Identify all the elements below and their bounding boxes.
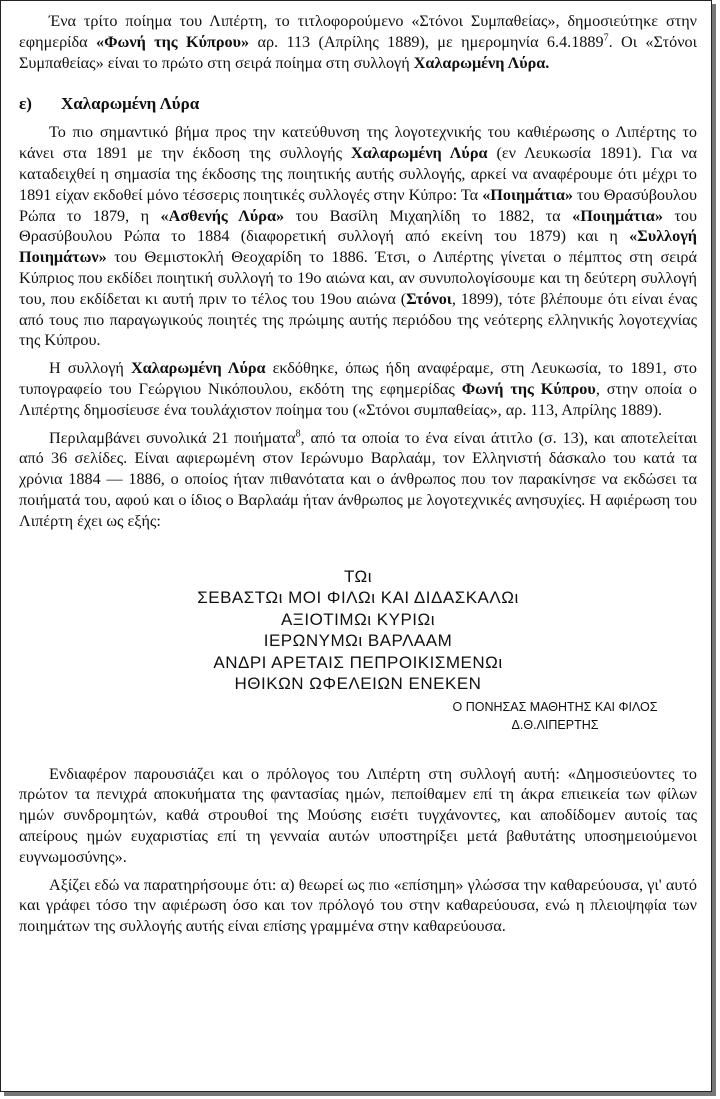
bold-text: «Φωνή της Κύπρου» bbox=[96, 32, 250, 51]
dedication-line: ΑΝΔΡΙ ΑΡΕΤΑΙΣ ΠΕΠΡΟΙΚΙΣΜΕΝΩι bbox=[213, 652, 503, 672]
bold-text: «Ασθενής Λύρα» bbox=[160, 206, 285, 225]
text: Ένα τρίτο ποίημα του Λιπέρτη, το τιτλοφορούμενο «Στόνοι Συμπαθείας», δημοσιεύτηκε στην εφημερίδα bbox=[19, 12, 697, 51]
dedication-line: ΗΘΙΚΩΝ ΩΦΕΛΕΙΩΝ ΕΝΕΚΕΝ bbox=[234, 674, 482, 694]
paragraph-4 bbox=[19, 428, 697, 532]
bold-text: «Ποιημάτια» bbox=[572, 206, 663, 225]
bold-text: Στόνοι bbox=[406, 289, 452, 308]
footnote-ref: 8 bbox=[295, 428, 301, 440]
bold-text: «Ποιημάτια» bbox=[482, 185, 573, 204]
dedication-signature bbox=[415, 698, 695, 734]
paragraph-3 bbox=[19, 358, 697, 420]
text: του Βασίλη Μιχαηλίδη το 1882, τα bbox=[284, 206, 573, 225]
paragraph-2 bbox=[19, 122, 697, 351]
bold-text: «Συλλογή Ποιημάτων» bbox=[19, 227, 697, 267]
dedication bbox=[19, 566, 697, 695]
section-title: Χαλαρωμένη Λύρα bbox=[61, 94, 200, 114]
text: του Θρασύβουλου Ρώπα το 1879, η bbox=[19, 185, 698, 225]
dedication-line: ΣΕΒΑΣΤΩι ΜΟΙ ΦΙΛΩι ΚΑΙ ΔΙΔΑΣΚΑΛΩι bbox=[197, 588, 519, 608]
text: του Θρασύβουλου Ρώπα το 1884 (διαφορετική συλλογή από εκείνη του 1879) και η bbox=[19, 206, 697, 246]
dedication-line: ΤΩι bbox=[343, 566, 373, 586]
dedication-line: ΙΕΡΩΝΥΜΩι ΒΑΡΛΑΑΜ bbox=[263, 631, 453, 651]
text: αρ. 113 (Απρίλης 1889), με ημερομηνία 6.4.1889 bbox=[249, 32, 604, 51]
section-number: ε) bbox=[19, 94, 32, 114]
bold-text: Χαλαρωμένη Λύρα. bbox=[413, 53, 550, 72]
text: , από τα οποία το ένα είναι άτιτλο (σ. 13), και αποτελείται από 36 σελίδες. Είναι αφιερωμένη στον Ιερώνυμο Βαρλαάμ, τον Ελληνιστή δάσκαλο του κατά τα χρόνια 1884 — 1886, ο οποίος ήταν πιθανότατα και ο άνθρωπος που τον παρακίνησε να εκδώσει τα ποιήματά του, αφού και ο ίδιος ο Βαρλαάμ ήταν άνθρωπος με λογοτεχνικές ανησυχίες. Η αφιέρωση του Λιπέρτη έχει ως εξής: bbox=[19, 428, 697, 530]
section-heading bbox=[19, 93, 697, 115]
bold-text: Χαλαρωμένη Λύρα bbox=[130, 359, 266, 378]
paragraph-6: Αξίζει εδώ να παρατηρήσουμε ότι: α) θεωρεί ως πιο «επίσημη» γλώσσα την καθαρεύουσα, γι' αυτό και γράφει τόσο την αφιέρωση όσο και τον πρόλογό του στην καθαρεύουσα, ενώ η πλειοψηφία των ποιημάτων της συλλογής αυτής είναι επίσης γραμμένα στην καθαρεύουσα. bbox=[19, 875, 697, 936]
signature-line: Ο ΠΟΝΗΣΑΣ ΜΑΘΗΤΗΣ ΚΑΙ ΦΙΛΟΣ bbox=[452, 699, 658, 714]
text: , 1899), τότε βλέπουμε ότι είναι ένας από τους πιο παραγωγικούς ποιητές της πρώιμης αυτής περιόδου της νεότερης ελληνικής λογοτεχνίας της Κύπρου. bbox=[19, 289, 697, 350]
text: Η συλλογή bbox=[49, 359, 131, 378]
text: , στην οποία ο Λιπέρτης δημοσίευσε ένα τουλάχιστον ποίημα του («Στόνοι συμπαθείας», αρ. 113, Απρίλης 1889). bbox=[19, 379, 697, 419]
text: Περιλαμβάνει συνολικά 21 ποιήματα bbox=[49, 428, 296, 447]
text: Το πιο σημαντικό βήμα προς την κατεύθυνση της λογοτεχνικής του καθιέρωσης ο Λιπέρτης το κάνει στα 1891 με την έκδοση της συλλογής bbox=[19, 123, 697, 163]
dedication-line: ΑΞΙΟΤΙΜΩι ΚΥΡΙΩι bbox=[280, 609, 436, 629]
text: (εν Λευκωσία 1891). Για να καταδειχθεί η σημασία της έκδοσης της ποιητικής αυτής συλλογής, αρκεί να αναφέρουμε ότι μέχρι το 1891 είχαν εκδοθεί μόνο τέσσερις ποιητικές συλλογές στην Κύπρο: Τα bbox=[19, 144, 697, 204]
bold-text: Χαλαρωμένη Λύρα bbox=[351, 144, 488, 163]
bold-text: Φωνή της Κύπρου bbox=[461, 379, 596, 398]
text: εκδόθηκε, όπως ήδη αναφέραμε, στη Λευκωσία, το 1891, στο τυπογραφείο του Γεώργιου Νικόπουλου, εκδότη της εφημερίδας bbox=[19, 359, 697, 398]
signature-line: Δ.Θ.ΛΙΠΕΡΤΗΣ bbox=[511, 717, 599, 732]
text: του Θεμιστοκλή Θεοχαρίδη το 1886. Έτσι, ο Λιπέρτης γίνεται ο πέμπτος στη σειρά Κύπριος που εκδίδει ποιητική συλλογή το 19ο αιώνα και, αν συνυπολογίσουμε και τη δεύτερη συλλογή του, που εκδίδεται κι αυτή πριν το τέλος του 19ου αιώνα ( bbox=[19, 248, 697, 308]
footnote-ref: 7 bbox=[603, 32, 609, 44]
text: . Οι «Στόνοι Συμπαθείας» είναι το πρώτο στη σειρά ποίημα στη συλλογή bbox=[19, 32, 698, 72]
paragraph-1 bbox=[19, 11, 697, 73]
paragraph-5: Ενδιαφέρον παρουσιάζει και ο πρόλογος του Λιπέρτη στη συλλογή αυτή: «Δημοσιεύοντες το πρώτον τα πενιχρά αποκυήματα της φαντασίας ημών, πεποίθαμεν επί τη άκρα επιεικεία των φίλων ημών συνδρομητών, καθά στρουθοί της Μούσης εισέτι τυγχάνοντες, και αποδίδομεν αυτοίς τας απείρους ημών ευχαριστίας επί τη γενναία αυτών υποστηρίξει μετά βαθυτάτης υποσημειούμενοι ευγνωμοσύνης». bbox=[19, 764, 697, 866]
